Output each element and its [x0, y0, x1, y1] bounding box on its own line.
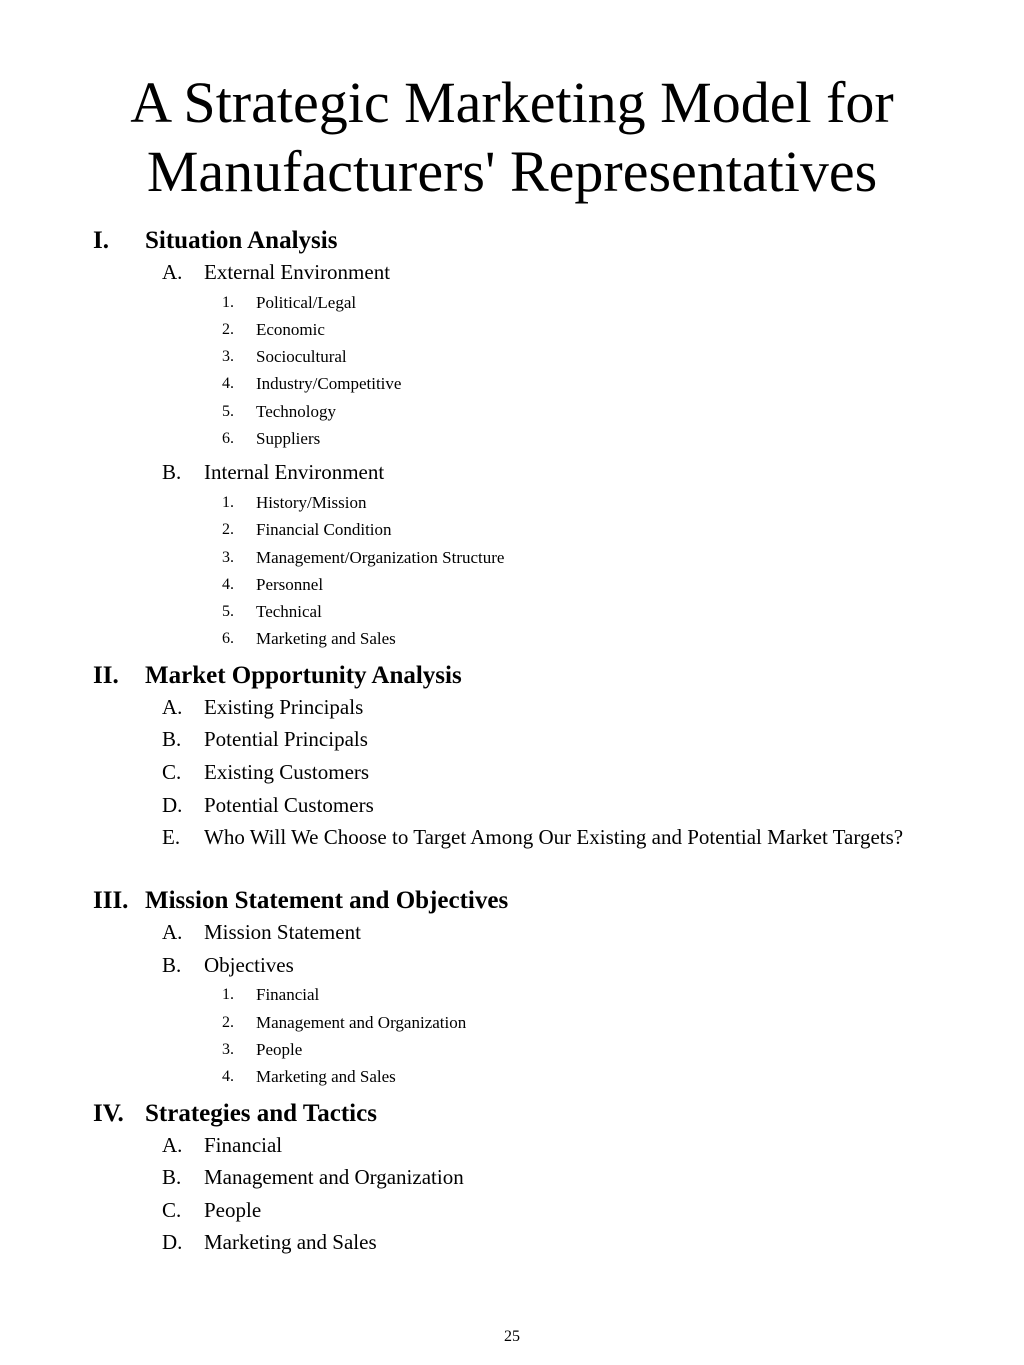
list-item — [0, 401, 1024, 428]
list-item — [0, 519, 1024, 546]
item-number: 2. — [222, 320, 234, 338]
list-item — [0, 428, 1024, 455]
section-title: Mission Statement and Objectives — [145, 887, 509, 915]
item-label: Financial Condition — [256, 520, 392, 540]
item-number: 2. — [222, 521, 234, 539]
item-number: 3. — [222, 1040, 234, 1058]
subsection — [0, 1229, 1024, 1262]
item-label: Personnel — [256, 574, 324, 594]
subsection-letter: A. — [162, 260, 183, 284]
section-number: III. — [93, 887, 129, 915]
subsection-title: People — [204, 1197, 262, 1222]
list-item — [0, 1066, 1024, 1093]
page-title — [0, 68, 1024, 206]
list-item — [0, 1039, 1024, 1066]
subsection-title: Objectives — [204, 952, 294, 977]
section-heading — [0, 660, 1024, 694]
subsection-title: Management and Organization — [204, 1165, 464, 1190]
subsection-title: Internal Environment — [204, 460, 385, 485]
title-line-1: A Strategic Marketing Model for — [130, 70, 894, 135]
item-number: 4. — [222, 575, 234, 593]
item-number: 1. — [222, 293, 234, 311]
subsection — [0, 792, 1024, 825]
page-number: 25 — [504, 1328, 520, 1345]
subsection-letter: C. — [162, 759, 182, 784]
item-number: 4. — [222, 1068, 234, 1086]
subsection — [0, 459, 1024, 492]
subsection-title: Potential Principals — [204, 727, 368, 752]
section-title: Strategies and Tactics — [145, 1099, 377, 1127]
list-item — [0, 319, 1024, 346]
subsection-title: Financial — [204, 1132, 283, 1157]
subsection-letter: C. — [162, 1197, 182, 1222]
section-number: IV. — [93, 1099, 124, 1127]
list-item — [0, 1012, 1024, 1039]
item-label: Marketing and Sales — [256, 629, 396, 649]
subsection-title: Who Will We Choose to Target Among Our Existing and Potential Market Targets? — [204, 825, 904, 850]
section-title: Situation Analysis — [145, 227, 338, 254]
subsection-letter: D. — [162, 792, 183, 817]
item-label: Technology — [256, 401, 337, 421]
item-label: History/Mission — [256, 492, 367, 512]
subsection-title: Existing Customers — [204, 759, 370, 784]
section-number: I. — [93, 227, 109, 254]
list-item — [0, 373, 1024, 400]
subsection-letter: D. — [162, 1230, 183, 1255]
subsection-letter: B. — [162, 727, 182, 752]
subsection — [0, 759, 1024, 792]
list-item — [0, 574, 1024, 601]
subsection — [0, 952, 1024, 985]
subsection — [0, 259, 1024, 292]
section-heading — [0, 1098, 1024, 1132]
subsection-title: Marketing and Sales — [204, 1230, 377, 1255]
item-number: 1. — [222, 493, 234, 511]
section-heading — [0, 225, 1024, 259]
list-item — [0, 628, 1024, 655]
subsection-letter: B. — [162, 952, 182, 977]
item-number: 5. — [222, 603, 234, 621]
subsection-title: Potential Customers — [204, 792, 374, 817]
list-item — [0, 292, 1024, 319]
item-label: Management and Organization — [256, 1012, 467, 1032]
subsection — [0, 726, 1024, 759]
item-label: Suppliers — [256, 429, 321, 449]
list-item — [0, 346, 1024, 373]
subsection-letter: A. — [162, 1132, 183, 1157]
item-number: 3. — [222, 548, 234, 566]
item-number: 2. — [222, 1013, 234, 1031]
subsection-title: External Environment — [204, 260, 391, 284]
subsection — [0, 1197, 1024, 1230]
item-label: Technical — [256, 602, 322, 622]
list-item — [0, 547, 1024, 574]
subsection — [0, 1164, 1024, 1197]
subsection — [0, 1132, 1024, 1165]
subsection-letter: B. — [162, 460, 182, 485]
item-label: Financial — [256, 985, 320, 1005]
item-label: Economic — [256, 319, 325, 339]
item-label: People — [256, 1039, 303, 1059]
subsection-letter: A. — [162, 694, 183, 719]
item-label: Political/Legal — [256, 292, 357, 312]
item-number: 5. — [222, 402, 234, 420]
subsection-title: Existing Principals — [204, 694, 364, 719]
subsection — [0, 919, 1024, 952]
item-label: Industry/Competitive — [256, 374, 402, 394]
item-number: 4. — [222, 375, 234, 393]
subsection-letter: B. — [162, 1165, 182, 1190]
list-item — [0, 492, 1024, 519]
item-label: Sociocultural — [256, 347, 347, 367]
item-number: 6. — [222, 630, 234, 648]
subsection-title: Mission Statement — [204, 920, 361, 945]
subsection — [0, 824, 1024, 885]
item-number: 1. — [222, 986, 234, 1004]
section-number: II. — [93, 661, 119, 689]
list-item — [0, 601, 1024, 628]
item-label: Marketing and Sales — [256, 1067, 396, 1087]
section-heading — [0, 885, 1024, 919]
section-title: Market Opportunity Analysis — [145, 661, 462, 689]
item-number: 3. — [222, 348, 234, 366]
item-number: 6. — [222, 430, 234, 448]
list-item — [0, 984, 1024, 1011]
title-line-2: Manufacturers' Representatives — [146, 139, 878, 204]
subsection — [0, 694, 1024, 727]
subsection-letter: E. — [162, 825, 181, 850]
item-label: Management/Organization Structure — [256, 547, 505, 567]
subsection-letter: A. — [162, 920, 183, 945]
outline — [0, 225, 1024, 1262]
